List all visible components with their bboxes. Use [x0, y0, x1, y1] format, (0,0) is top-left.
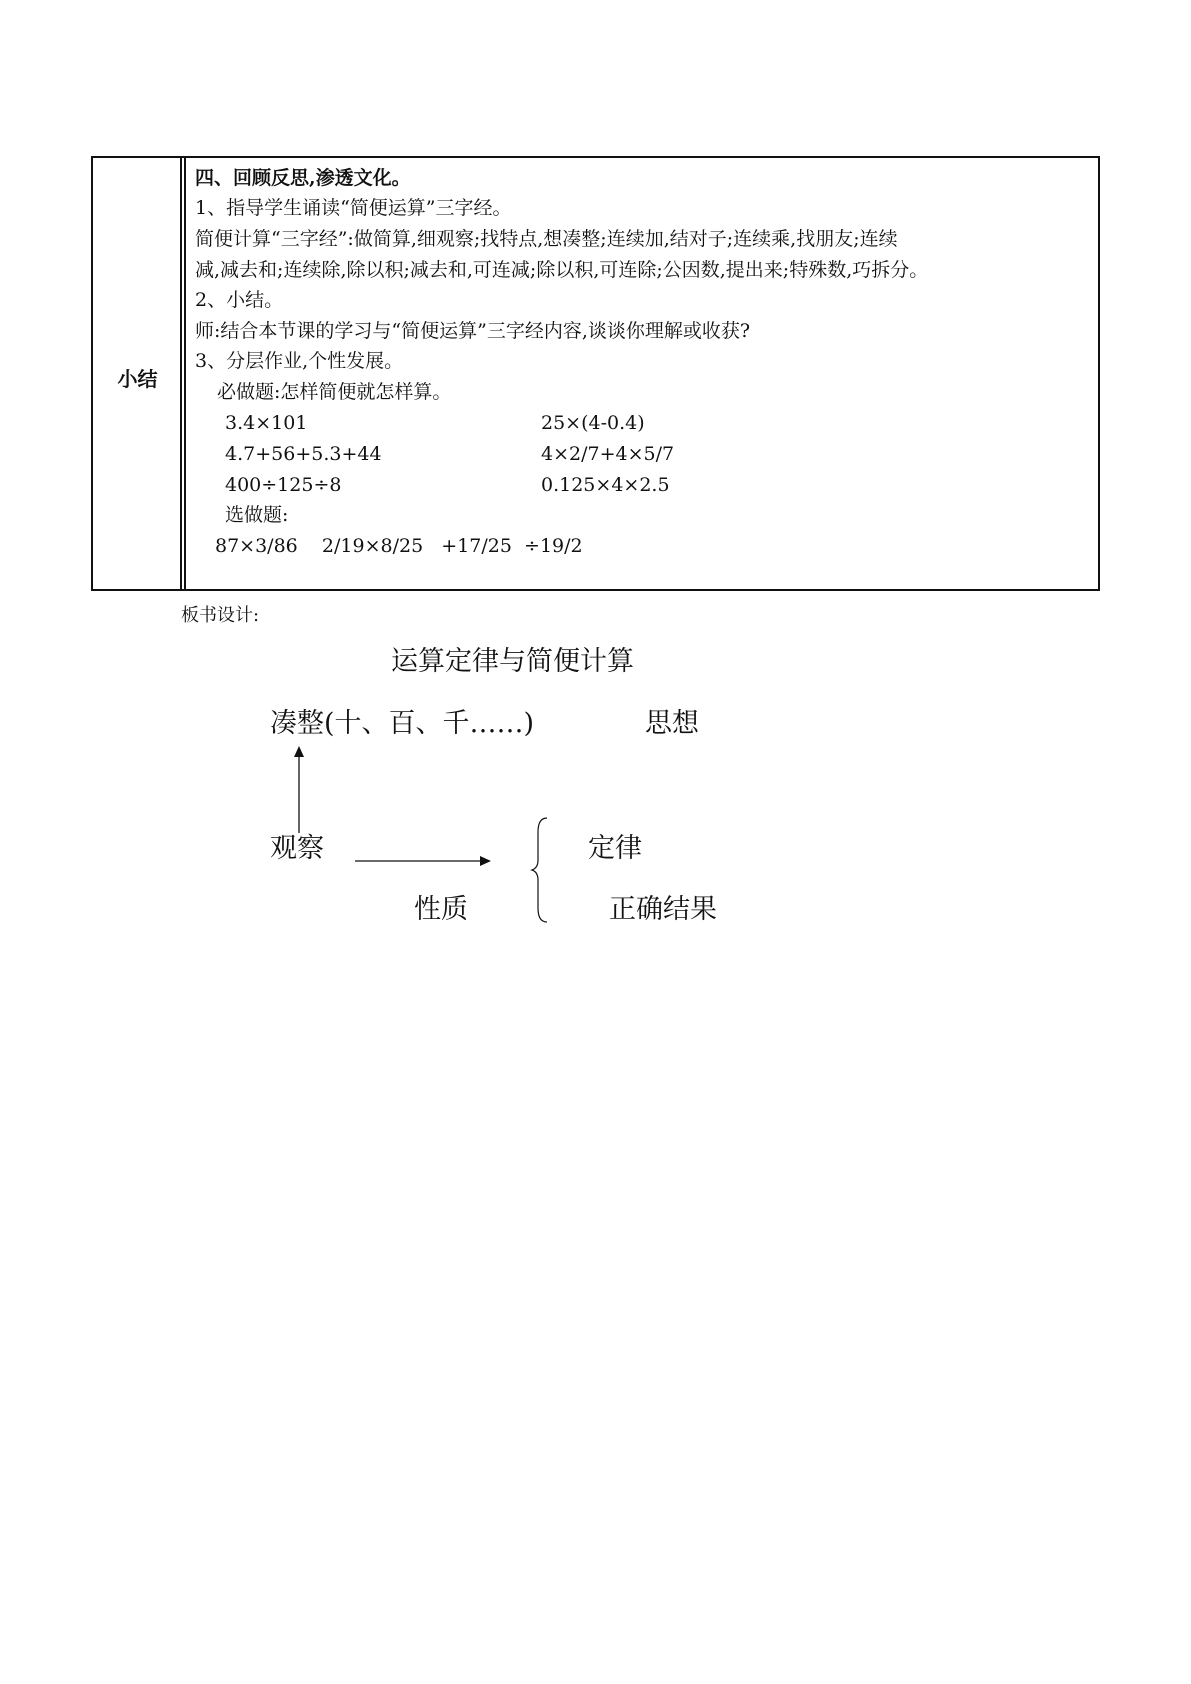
board-result: 正确结果: [609, 894, 717, 925]
right-arrow-icon: [480, 856, 491, 866]
required-item: 25×(4-0.4): [541, 412, 645, 434]
brace-icon: [532, 818, 547, 922]
optional-title: 选做题:: [225, 504, 289, 526]
required-item: 4.7+56+5.3+44: [225, 443, 382, 465]
section-title: 四、回顾反思,渗透文化。: [195, 167, 411, 189]
required-item: 4×2/7+4×5/7: [541, 443, 675, 465]
board-round: 凑整(十、百、千……): [270, 708, 535, 739]
optional-line: 87×3/86 2/19×8/25 +17/25 ÷19/2: [215, 535, 583, 557]
step-2: 2、小结。: [195, 289, 284, 311]
board-title: 运算定律与简便计算: [391, 646, 634, 677]
required-item: 400÷125÷8: [225, 474, 342, 496]
rhyme-line-1: 简便计算“三字经”:做简算,细观察;找特点,想凑整;连续加,结对子;连续乘,找朋友;连续: [195, 228, 898, 250]
board-idea: 思想: [645, 708, 699, 739]
up-arrow-icon: [294, 746, 304, 757]
step-1: 1、指导学生诵读“简便运算”三字经。: [195, 197, 512, 219]
rhyme-line-2: 减,减去和;连续除,除以积;减去和,可连减;除以积,可连除;公因数,提出来;特殊数,巧拆分。: [195, 259, 929, 281]
row-label: 小结: [117, 367, 158, 391]
required-item: 3.4×101: [225, 412, 308, 434]
board-observe: 观察: [270, 833, 324, 864]
board-law: 定律: [588, 833, 642, 864]
required-item: 0.125×4×2.5: [541, 474, 670, 496]
board-property: 性质: [414, 894, 468, 925]
step-3: 3、分层作业,个性发展。: [195, 350, 404, 372]
board-caption: 板书设计:: [181, 605, 260, 626]
teacher-question: 师:结合本节课的学习与“简便运算”三字经内容,谈谈你理解或收获?: [195, 320, 751, 342]
required-title: 必做题:怎样简便就怎样算。: [217, 381, 452, 403]
